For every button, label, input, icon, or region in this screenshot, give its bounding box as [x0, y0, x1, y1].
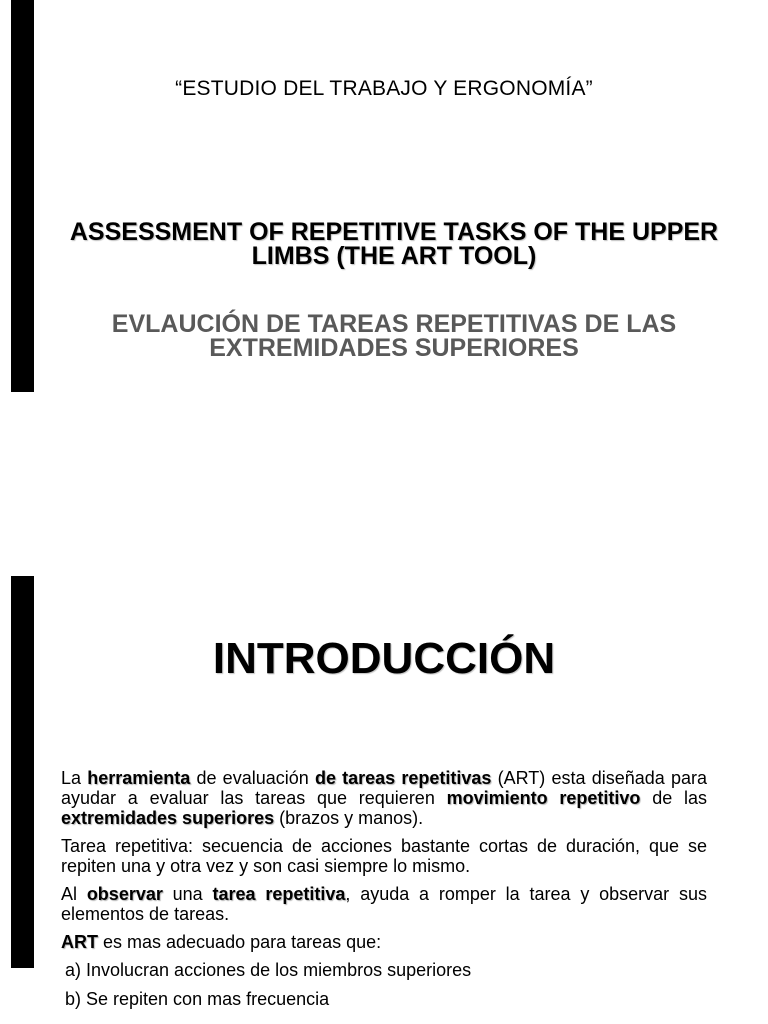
bold-term: ART: [61, 932, 98, 952]
list-item: a) Involucran acciones de los miembros superiores: [65, 960, 472, 980]
text-run: de evaluación: [190, 768, 315, 788]
slide-body: [61, 768, 707, 1018]
bold-term: movimiento repetitivo: [446, 788, 641, 808]
bold-term: extremidades superiores: [61, 808, 275, 828]
course-title: “ESTUDIO DEL TRABAJO Y ERGONOMÍA”: [175, 77, 593, 100]
text-run: una: [162, 884, 213, 904]
text-run: Al: [61, 884, 87, 904]
text-run: La: [61, 768, 88, 788]
text-run: es mas adecuado para tareas que:: [98, 932, 382, 952]
text-run: (brazos y manos).: [274, 808, 424, 828]
paragraph-art-suitable: [61, 932, 707, 952]
slide-heading: INTRODUCCIÓN: [212, 634, 556, 683]
text-run: (ART) esta diseñada para ayudar a evaluar las tareas que requieren: [61, 768, 707, 808]
text-run: , ayuda a romper la tarea y observar sus elementos de tareas.: [61, 884, 707, 924]
list-item: b) Se repiten con mas frecuencia: [65, 989, 330, 1009]
slide-title: [0, 0, 768, 392]
paragraph-repetitive-task: Tarea repetitiva: secuencia de acciones bastante cortas de duración, que se repiten una y otra vez y son casi siempre lo mismo.: [61, 836, 707, 876]
text-run: de las: [640, 788, 707, 808]
presentation-title-spanish: EVLAUCIÓN DE TAREAS REPETITIVAS DE LAS EXTREMIDADES SUPERIORES: [111, 310, 677, 362]
slide-introduction: [0, 576, 768, 1024]
bold-term: observar: [86, 884, 163, 904]
bold-term: tarea repetitiva: [212, 884, 346, 904]
slide-accent-bar: [11, 0, 34, 392]
bold-term: de tareas repetitivas: [314, 768, 492, 788]
paragraph-art-definition: [61, 768, 707, 828]
paragraph-observe: [61, 884, 707, 924]
presentation-title-english: ASSESSMENT OF REPETITIVE TASKS OF THE UPPER LIMBS (THE ART TOOL): [69, 218, 719, 270]
bold-term: herramienta: [87, 768, 191, 788]
